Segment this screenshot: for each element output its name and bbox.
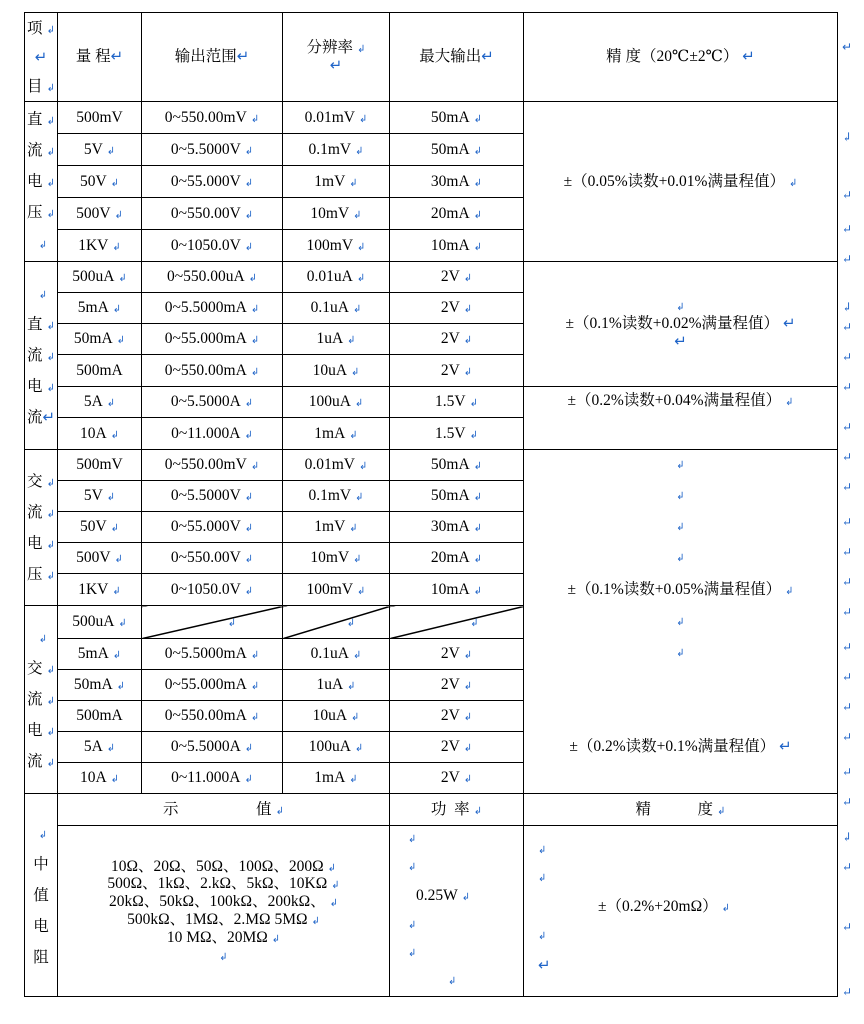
cell-resolution: 0.1mV ↲ <box>283 481 390 512</box>
group-label-resistance: ↲ 中 值 电 阻 <box>25 794 58 997</box>
cell-output: 0~550.00mV ↲ <box>142 102 283 134</box>
cell-range: 500uA ↲ <box>58 262 142 293</box>
accuracy-dc-voltage: ±（0.05%读数+0.01%满量程值） ↲ <box>524 102 838 262</box>
cell-output: 0~1050.0V ↲ <box>142 230 283 262</box>
cell-resolution: 10mV ↲ <box>283 543 390 574</box>
group-label-ac-current: ↲ 交 ↲ 流 ↲ 电 ↲ 流 ↲ <box>25 606 58 794</box>
cell-resolution: 1uA ↲ <box>283 670 390 701</box>
spec-table <box>24 12 838 997</box>
cell-resolution-na: ↲ <box>283 606 390 639</box>
table-row <box>25 102 838 134</box>
cell-range: 1KV ↲ <box>58 574 142 606</box>
table-row <box>25 387 838 418</box>
header-row <box>25 13 838 102</box>
group-label-dc-voltage: 直 ↲ 流 ↲ 电 ↲ 压 ↲ ↲ <box>25 102 58 262</box>
cell-max: 50mA ↲ <box>390 102 524 134</box>
accuracy-dc-current-low: ↲ ±（0.1%读数+0.02%满量程值） ↵ ↵ <box>524 262 838 387</box>
cell-max-na: ↲ <box>390 606 524 639</box>
cell-output: 0~550.00mV ↲ <box>142 450 283 481</box>
cell-output: 0~55.000V ↲ <box>142 512 283 543</box>
header-max-output: 最大输出↵ <box>390 13 524 102</box>
cell-range: 10A ↲ <box>58 763 142 794</box>
cell-range: 500mA <box>58 701 142 732</box>
cell-output: 0~55.000mA ↲ <box>142 324 283 355</box>
cell-range: 50V ↲ <box>58 512 142 543</box>
cell-resolution: 1uA ↲ <box>283 324 390 355</box>
cell-output: 0~5.5000V ↲ <box>142 481 283 512</box>
cell-resolution: 0.01mV ↲ <box>283 102 390 134</box>
cell-resolution: 0.01mV ↲ <box>283 450 390 481</box>
resistance-accuracy: ↲ ↲ ±（0.2%+20mΩ） ↲ ↲ ↵ <box>524 826 838 997</box>
cell-max: 50mA ↲ <box>390 450 524 481</box>
cell-output: 0~550.00V ↲ <box>142 543 283 574</box>
resistance-values: 10Ω、20Ω、50Ω、100Ω、200Ω ↲ 500Ω、1kΩ、2.kΩ、5kΩ、10KΩ ↲ 20kΩ、50kΩ、100kΩ、200kΩ、 ↲ 500kΩ、1MΩ、2.MΩ 5MΩ ↲ 10 MΩ、20MΩ ↲ ↲ <box>58 826 390 997</box>
cell-output: 0~550.00mA ↲ <box>142 355 283 387</box>
margin-paragraph-marks: ↵ ↲ ↵ ↵ ↵ ↲ ↵ ↵ ↵ ↵ ↵ ↵ ↵ ↵ ↵ ↵ ↵ ↵ ↵ ↵ ↵ ↵ ↲ ↵ ↵ ↵ <box>842 40 853 999</box>
cell-max: 2V ↲ <box>390 701 524 732</box>
cell-max: 10mA ↲ <box>390 574 524 606</box>
cell-range: 5V ↲ <box>58 481 142 512</box>
cell-max: 30mA ↲ <box>390 166 524 198</box>
cell-resolution: 100mV ↲ <box>283 230 390 262</box>
cell-max: 50mA ↲ <box>390 481 524 512</box>
cell-resolution: 0.1mV ↲ <box>283 134 390 166</box>
cell-range: 50mA ↲ <box>58 670 142 701</box>
cell-max: 10mA ↲ <box>390 230 524 262</box>
cell-max: 2V ↲ <box>390 763 524 794</box>
accuracy-dc-current-high: ±（0.2%读数+0.04%满量程值） ↲ <box>524 387 838 450</box>
group-label-dc-current: ↲ 直 ↲ 流 ↲ 电 ↲ 流↵ <box>25 262 58 450</box>
cell-max: 2V ↲ <box>390 732 524 763</box>
header-item-cell: 项 ↲ ↵ 目 ↲ <box>25 13 58 102</box>
resistance-header-row <box>25 794 838 826</box>
cell-resolution: 0.1uA ↲ <box>283 639 390 670</box>
cell-output: 0~5.5000mA ↲ <box>142 293 283 324</box>
accuracy-ac: ↲ ↲ ↲ ↲ ±（0.1%读数+0.05%满量程值） ↲ ↲ ↲ ±（0.2%读数+0.1%满量程值） ↵ <box>524 450 838 794</box>
header-resolution: 分辨率 ↲ ↵ <box>283 13 390 102</box>
cell-range: 500V ↲ <box>58 543 142 574</box>
cell-resolution: 10mV ↲ <box>283 198 390 230</box>
cell-range: 500mA <box>58 355 142 387</box>
cell-output: 0~550.00V ↲ <box>142 198 283 230</box>
cell-range: 500mV <box>58 450 142 481</box>
cell-resolution: 10uA ↲ <box>283 701 390 732</box>
cell-range: 5mA ↲ <box>58 639 142 670</box>
cell-output: 0~55.000V ↲ <box>142 166 283 198</box>
cell-range: 10A ↲ <box>58 418 142 450</box>
cell-output: 0~5.5000A ↲ <box>142 387 283 418</box>
table-row <box>25 262 838 293</box>
cell-max: 30mA ↲ <box>390 512 524 543</box>
resistance-row <box>25 826 838 997</box>
header-output-range: 输出范围↵ <box>142 13 283 102</box>
cell-range: 50mA ↲ <box>58 324 142 355</box>
cell-resolution: 0.01uA ↲ <box>283 262 390 293</box>
cell-resolution: 100uA ↲ <box>283 732 390 763</box>
cell-resolution: 100mV ↲ <box>283 574 390 606</box>
cell-max: 1.5V ↲ <box>390 418 524 450</box>
cell-output: 0~11.000A ↲ <box>142 418 283 450</box>
cell-resolution: 100uA ↲ <box>283 387 390 418</box>
header-item-char: 目 <box>27 77 43 95</box>
group-label-ac-voltage: 交 ↲ 流 ↲ 电 ↲ 压 ↲ <box>25 450 58 606</box>
resistance-header-power: 功 率 ↲ <box>390 794 524 826</box>
header-item-char: 项 <box>27 19 43 37</box>
cell-range: 5V ↲ <box>58 134 142 166</box>
cell-output: 0~5.5000mA ↲ <box>142 639 283 670</box>
cell-resolution: 1mV ↲ <box>283 512 390 543</box>
cell-range: 5A ↲ <box>58 732 142 763</box>
header-range: 量 程↵ <box>58 13 142 102</box>
cell-max: 2V ↲ <box>390 670 524 701</box>
cell-resolution: 1mA ↲ <box>283 763 390 794</box>
cell-max: 1.5V ↲ <box>390 387 524 418</box>
cell-output: 0~550.00mA ↲ <box>142 701 283 732</box>
cell-max: 2V ↲ <box>390 293 524 324</box>
cell-output: 0~1050.0V ↲ <box>142 574 283 606</box>
header-accuracy: 精 度（20℃±2℃） ↵ <box>524 13 838 102</box>
table-row <box>25 450 838 481</box>
cell-max: 2V ↲ <box>390 355 524 387</box>
cell-max: 2V ↲ <box>390 262 524 293</box>
cell-output-na: ↲ <box>142 606 283 639</box>
cell-range: 500mV <box>58 102 142 134</box>
cell-resolution: 0.1uA ↲ <box>283 293 390 324</box>
cell-range: 50V ↲ <box>58 166 142 198</box>
cell-output: 0~5.5000A ↲ <box>142 732 283 763</box>
cell-range: 500V ↲ <box>58 198 142 230</box>
cell-range: 5mA ↲ <box>58 293 142 324</box>
resistance-power: ↲ ↲ 0.25W ↲ ↲ ↲ ↲ <box>390 826 524 997</box>
cell-resolution: 1mA ↲ <box>283 418 390 450</box>
cell-output: 0~11.000A ↲ <box>142 763 283 794</box>
cell-range: 1KV ↲ <box>58 230 142 262</box>
cell-resolution: 1mV ↲ <box>283 166 390 198</box>
cell-max: 20mA ↲ <box>390 198 524 230</box>
cell-range: 500uA ↲ <box>58 606 142 639</box>
cell-output: 0~5.5000V ↲ <box>142 134 283 166</box>
cell-output: 0~550.00uA ↲ <box>142 262 283 293</box>
resistance-header-value: 示 值 ↲ <box>58 794 390 826</box>
cell-max: 20mA ↲ <box>390 543 524 574</box>
cell-resolution: 10uA ↲ <box>283 355 390 387</box>
cell-range: 5A ↲ <box>58 387 142 418</box>
resistance-header-accuracy: 精 度 ↲ <box>524 794 838 826</box>
cell-max: 2V ↲ <box>390 324 524 355</box>
cell-max: 50mA ↲ <box>390 134 524 166</box>
cell-max: 2V ↲ <box>390 639 524 670</box>
cell-output: 0~55.000mA ↲ <box>142 670 283 701</box>
